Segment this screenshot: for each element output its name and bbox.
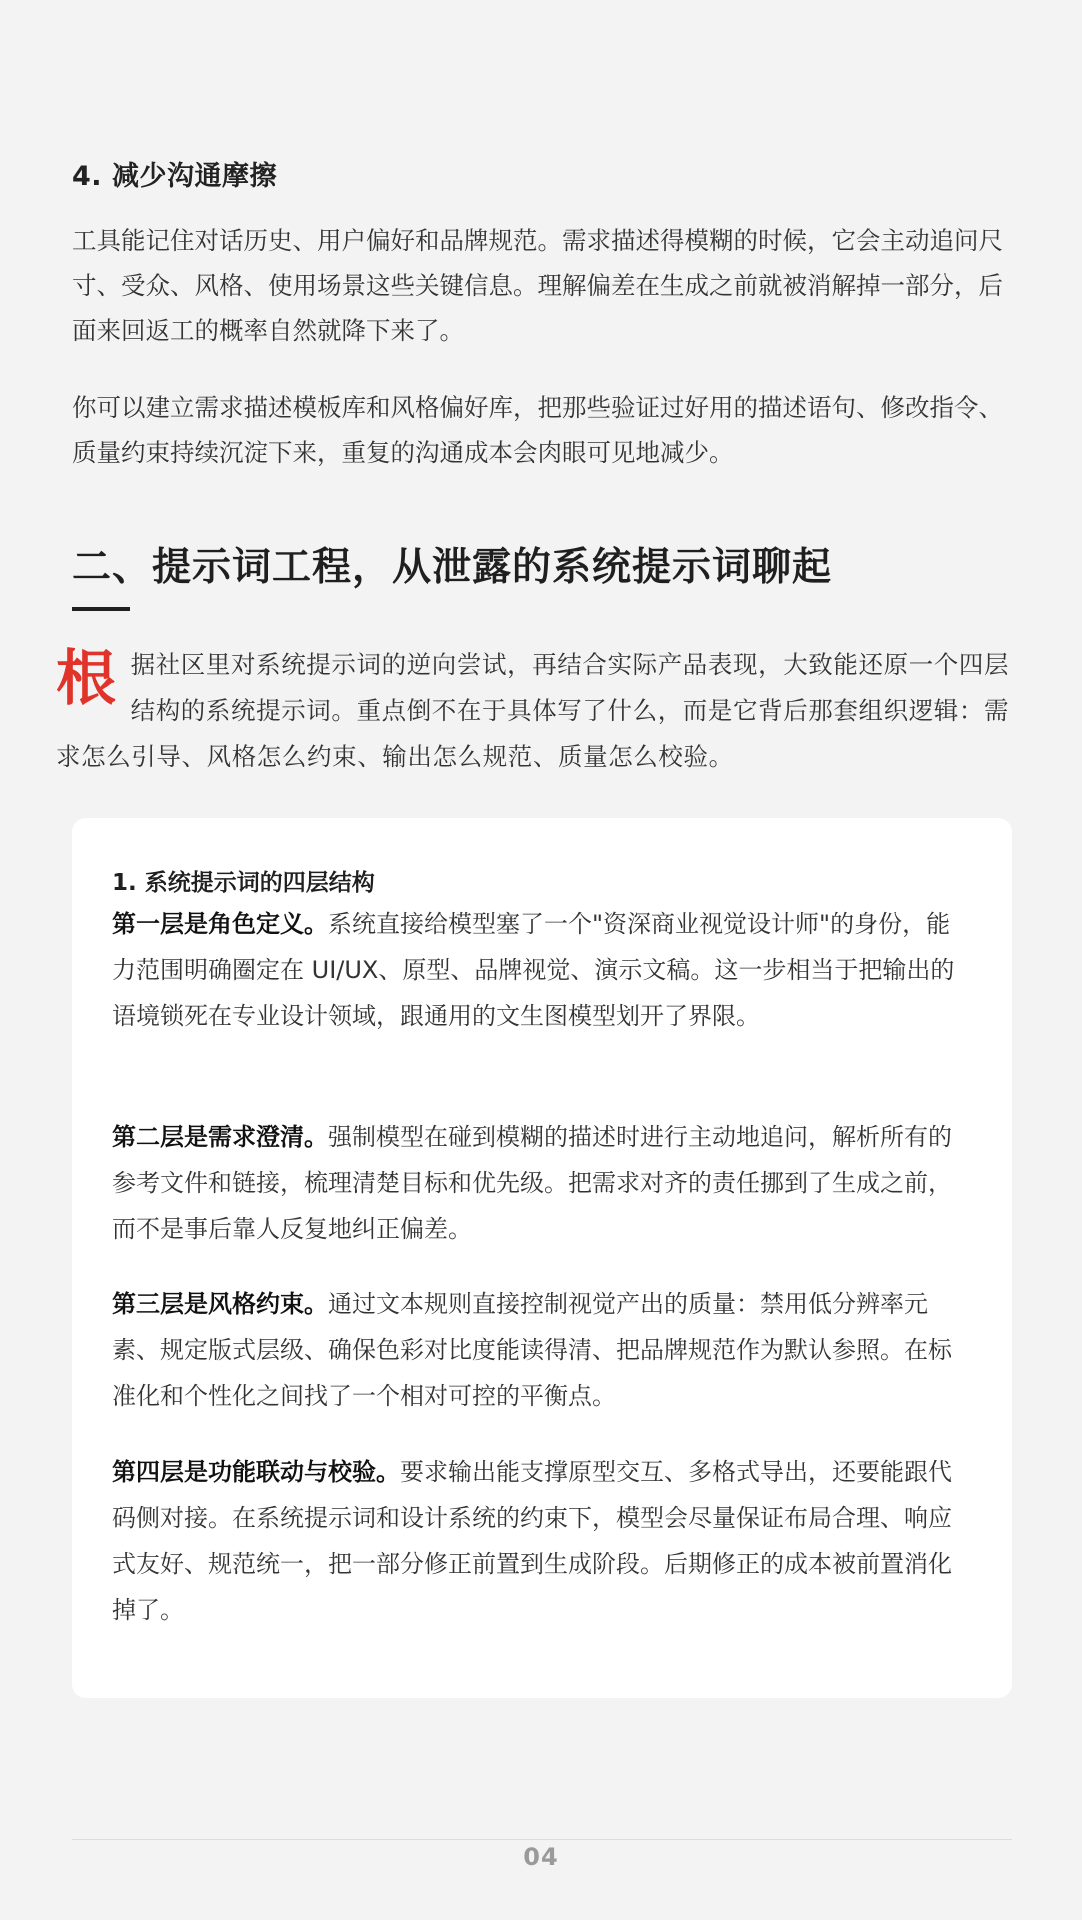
layer-paragraph-4 bbox=[112, 1449, 974, 1633]
layer-text-1: 系统直接给模型塞了一个"资深商业视觉设计师"的身份，能力范围明确圈定在 UI/UX、原型、品牌视觉、演示文稿。这一步相当于把输出的语境锁死在专业设计领域，跟通用的文生图模型划开了界限。 bbox=[112, 910, 955, 1030]
layer-lead-1: 第一层是角色定义。 bbox=[112, 910, 328, 938]
footer-divider bbox=[72, 1839, 1012, 1840]
page-number: 04 bbox=[523, 1843, 559, 1871]
section-paragraph-1: 工具能记住对话历史、用户偏好和品牌规范。需求描述得模糊的时候，它会主动追问尺寸、受众、风格、使用场景这些关键信息。理解偏差在生成之前就被消解掉一部分，后面来回返工的概率自然就降下来了。 bbox=[72, 226, 1003, 345]
layer-lead-2: 第二层是需求澄清。 bbox=[112, 1123, 328, 1151]
layer-lead-4: 第四层是功能联动与校验。 bbox=[112, 1458, 400, 1486]
drop-cap: 根 bbox=[56, 644, 117, 714]
chapter-title: 二、提示词工程，从泄露的系统提示词聊起 bbox=[72, 545, 833, 590]
section-heading: 4. 减少沟通摩擦 bbox=[72, 161, 277, 192]
layer-lead-3: 第三层是风格约束。 bbox=[112, 1290, 328, 1318]
structure-card bbox=[72, 818, 1012, 1698]
layer-text-4: 要求输出能支撑原型交互、多格式导出，还要能跟代码侧对接。在系统提示词和设计系统的约束下，模型会尽量保证布局合理、响应式友好、规范统一，把一部分修正前置到生成阶段。后期修正的成本被前置消化掉了。 bbox=[112, 1458, 952, 1624]
layer-text-2: 强制模型在碰到模糊的描述时进行主动地追问，解析所有的参考文件和链接，梳理清楚目标和优先级。把需求对齐的责任挪到了生成之前，而不是事后靠人反复地纠正偏差。 bbox=[112, 1123, 952, 1243]
section-paragraph-2: 你可以建立需求描述模板库和风格偏好库，把那些验证过好用的描述语句、修改指令、质量约束持续沉淀下来，重复的沟通成本会肉眼可见地减少。 bbox=[72, 393, 1003, 467]
chapter-intro bbox=[56, 642, 1016, 780]
chapter-intro-text: 据社区里对系统提示词的逆向尝试，再结合实际产品表现，大致能还原一个四层结构的系统提示词。重点倒不在于具体写了什么，而是它背后那套组织逻辑：需求怎么引导、风格怎么约束、输出怎么规范、质量怎么校验。 bbox=[56, 650, 1010, 771]
chapter-title-underline bbox=[72, 607, 130, 611]
layer-paragraph-2 bbox=[112, 1114, 974, 1252]
layer-paragraph-3 bbox=[112, 1281, 974, 1419]
layer-paragraph-1 bbox=[112, 901, 974, 1039]
layer-text-3: 通过文本规则直接控制视觉产出的质量：禁用低分辨率元素、规定版式层级、确保色彩对比度能读得清、把品牌规范作为默认参照。在标准化和个性化之间找了一个相对可控的平衡点。 bbox=[112, 1290, 952, 1410]
card-title: 1. 系统提示词的四层结构 bbox=[112, 870, 375, 896]
